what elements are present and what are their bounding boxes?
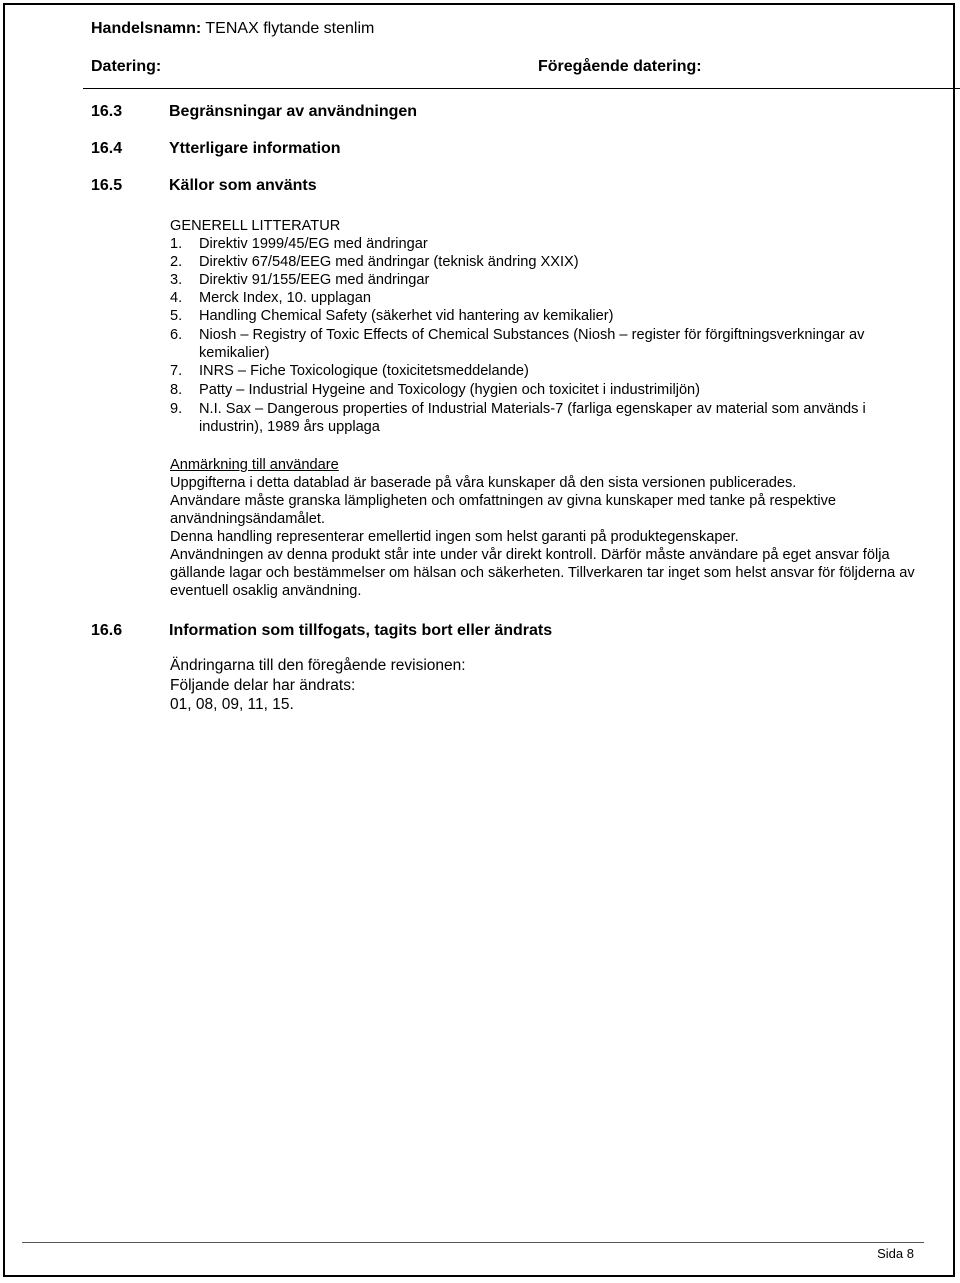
literature-item-number: 1. bbox=[170, 236, 183, 252]
trade-name-value: TENAX flytande stenlim bbox=[205, 20, 375, 37]
literature-item-text: Direktiv 67/548/EEG med ändringar (teknisk ändring XXIX) bbox=[199, 254, 579, 270]
section-number: 16.6 bbox=[91, 622, 123, 639]
literature-item-number: 5. bbox=[170, 308, 183, 324]
previous-date-label: Föregående datering: bbox=[538, 58, 702, 75]
user-note-paragraph: Användare måste granska lämpligheten och omfattningen av givna kunskaper med tanke på respektive användningsändamålet. bbox=[170, 493, 837, 527]
user-note-paragraph: Denna handling representerar emellertid ingen som helst garanti på produktegenskaper. bbox=[170, 529, 739, 545]
user-note-paragraph: Användningen av denna produkt står inte under vår direkt kontroll. Därför måste användare på eget ansvar följa gällande lagar och bestämmelser om hälsan och säkerheten. Tillverkaren tar inget som helst ansvar för följderna av eventuell osaklig användning. bbox=[170, 547, 915, 599]
section-number: 16.5 bbox=[91, 177, 123, 194]
section-title: Information som tillfogats, tagits bort eller ändrats bbox=[169, 622, 553, 639]
literature-item-text: N.I. Sax – Dangerous properties of Industrial Materials-7 (farliga egenskaper av material som används i industrin), 1989 års upplaga bbox=[199, 401, 866, 435]
user-note-paragraph: Uppgifterna i detta datablad är baserade på våra kunskaper då den sista versionen publicerades. bbox=[170, 475, 797, 491]
literature-item-text: Niosh – Registry of Toxic Effects of Chemical Substances (Niosh – register för förgiftningsverkningar av kemikalier) bbox=[199, 327, 865, 361]
user-note bbox=[170, 456, 930, 600]
literature-item-number: 4. bbox=[170, 290, 183, 306]
literature-item-text: Handling Chemical Safety (säkerhet vid hantering av kemikalier) bbox=[199, 308, 614, 324]
trade-name-label: Handelsnamn: bbox=[91, 20, 202, 37]
literature-item-text: INRS – Fiche Toxicologique (toxicitetsmeddelande) bbox=[199, 363, 529, 379]
page-frame bbox=[3, 3, 955, 1277]
literature-item-number: 2. bbox=[170, 254, 183, 270]
literature-heading: GENERELL LITTERATUR bbox=[170, 218, 341, 234]
section-title: Begränsningar av användningen bbox=[169, 103, 418, 120]
literature-item-number: 7. bbox=[170, 363, 183, 379]
literature-item-text: Direktiv 1999/45/EG med ändringar bbox=[199, 236, 428, 252]
literature-item-number: 8. bbox=[170, 382, 183, 398]
header-divider bbox=[83, 88, 960, 89]
changes-line: Ändringarna till den föregående revisionen: bbox=[170, 657, 466, 674]
user-note-heading: Anmärkning till användare bbox=[170, 457, 339, 473]
section-number: 16.4 bbox=[91, 140, 123, 157]
trade-name bbox=[91, 20, 374, 38]
literature-item-number: 9. bbox=[170, 401, 183, 417]
literature-item-number: 3. bbox=[170, 272, 183, 288]
literature-item-text: Patty – Industrial Hygeine and Toxicology (hygien och toxicitet i industrimiljön) bbox=[199, 382, 701, 398]
literature-item-number: 6. bbox=[170, 327, 183, 343]
literature-item-text: Merck Index, 10. upplagan bbox=[199, 290, 371, 306]
literature-item-text: Direktiv 91/155/EEG med ändringar bbox=[199, 272, 430, 288]
page-number: Sida 8 bbox=[877, 1246, 914, 1261]
changes-line: Följande delar har ändrats: bbox=[170, 677, 356, 694]
section-title: Källor som använts bbox=[169, 177, 317, 194]
section-number: 16.3 bbox=[91, 103, 123, 120]
section-title: Ytterligare information bbox=[169, 140, 341, 157]
date-label: Datering: bbox=[91, 58, 162, 75]
footer-divider bbox=[22, 1242, 924, 1243]
changes-list: 01, 08, 09, 11, 15. bbox=[170, 696, 294, 713]
